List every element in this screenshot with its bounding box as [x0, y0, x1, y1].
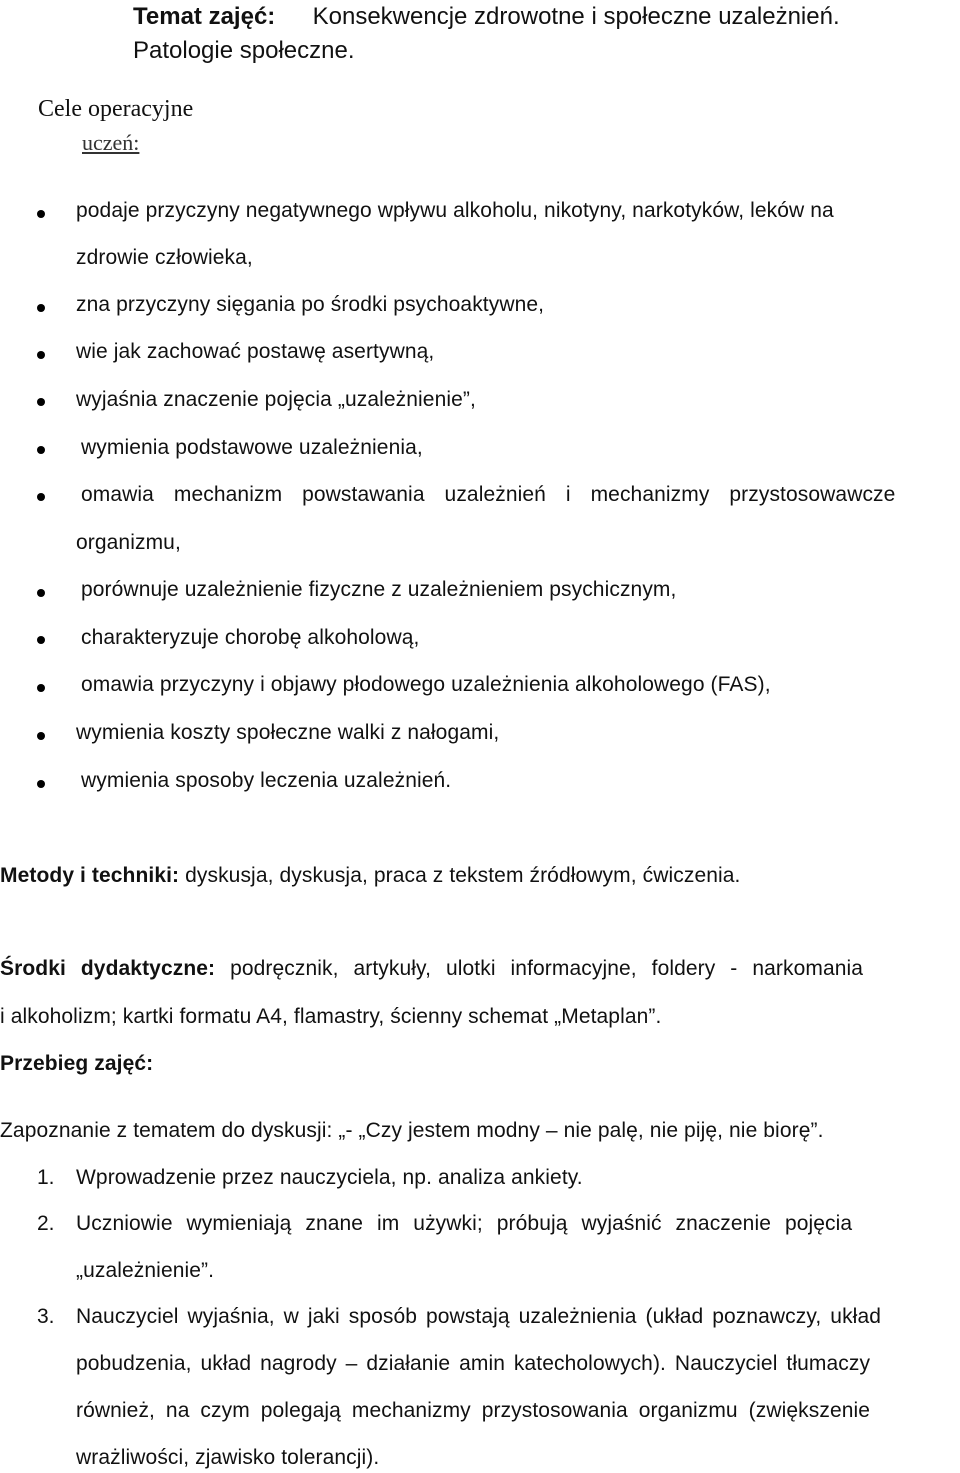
methods-paragraph — [0, 864, 741, 888]
course-intro: Zapoznanie z tematem do dyskusji: „- „Czy jestem modny – nie palę, nie piję, nie biorę”. — [0, 1119, 824, 1142]
step-line: Nauczyciel wyjaśnia, w jaki sposób powstają uzależnienia (układ poznawczy, układ — [76, 1305, 881, 1328]
bullet-icon — [37, 684, 45, 692]
step-line: pobudzenia, układ nagrody – działanie amin katecholowych). Nauczyciel tłumaczy — [76, 1352, 871, 1375]
methods-label: Metody i techniki: — [0, 864, 180, 887]
list-item: organizmu, — [76, 531, 181, 554]
list-item: wyjaśnia znaczenie pojęcia „uzależnienie”, — [76, 388, 476, 411]
list-item: wie jak zachować postawę asertywną, — [76, 340, 435, 363]
bullet-icon — [37, 446, 45, 454]
list-item: charakteryzuje chorobę alkoholową, — [81, 626, 420, 649]
materials-line-2: i alkoholizm; kartki formatu A4, flamastry, ścienny schemat „Metaplan”. — [0, 1005, 662, 1028]
list-item: wymienia podstawowe uzależnienia, — [81, 436, 423, 459]
list-item: porównuje uzależnienie fizyczne z uzależnieniem psychicznym, — [81, 578, 677, 601]
bullet-icon — [37, 732, 45, 740]
list-item: zna przyczyny sięgania po środki psychoaktywne, — [76, 293, 545, 316]
step-line: Uczniowie wymieniają znane im używki; próbują wyjaśnić znaczenie pojęcia — [76, 1212, 853, 1235]
list-item: wymienia koszty społeczne walki z nałogami, — [76, 721, 500, 744]
step-number: 1. — [37, 1166, 55, 1189]
materials-label: Środki dydaktyczne: — [0, 957, 216, 980]
step-line: Wprowadzenie przez nauczyciela, np. analiza ankiety. — [76, 1166, 583, 1189]
course-label: Przebieg zajęć: — [0, 1052, 154, 1075]
bullet-icon — [37, 780, 45, 788]
methods-text: dyskusja, dyskusja, praca z tekstem źródłowym, ćwiczenia. — [185, 864, 741, 887]
step-line: „uzależnienie”. — [76, 1259, 215, 1282]
bullet-icon — [37, 351, 45, 359]
list-item: omawia przyczyny i objawy płodowego uzależnienia alkoholowego (FAS), — [81, 673, 771, 696]
topic-label: Temat zajęć: — [133, 3, 276, 30]
list-item: omawia mechanizm powstawania uzależnień i mechanizmy przystosowawcze — [81, 483, 896, 506]
bullet-icon — [37, 304, 45, 312]
list-item: wymienia sposoby leczenia uzależnień. — [81, 769, 452, 792]
topic-line-1 — [133, 2, 840, 32]
list-item: zdrowie człowieka, — [76, 246, 253, 269]
step-line: również, na czym polegają mechanizmy przystosowania organizmu (zwiększenie — [76, 1399, 871, 1422]
bullet-icon — [37, 589, 45, 597]
bullet-icon — [37, 493, 45, 501]
goals-heading: Cele operacyjne — [38, 96, 194, 122]
bullet-icon — [37, 210, 45, 218]
step-number: 2. — [37, 1212, 55, 1235]
list-item: podaje przyczyny negatywnego wpływu alkoholu, nikotyny, narkotyków, leków na — [76, 199, 834, 222]
topic-line-2: Patologie społeczne. — [133, 37, 355, 64]
goals-subheading: uczeń: — [82, 130, 140, 155]
bullet-icon — [37, 636, 45, 644]
materials-line-1 — [0, 957, 960, 981]
step-line: wrażliwości, zjawisko tolerancji). — [76, 1446, 380, 1469]
step-number: 3. — [37, 1305, 55, 1328]
materials-text-1: podręcznik, artykuły, ulotki informacyjne, foldery - narkomania — [230, 957, 864, 980]
topic-title: Konsekwencje zdrowotne i społeczne uzależnień. — [312, 3, 840, 30]
bullet-icon — [37, 398, 45, 406]
